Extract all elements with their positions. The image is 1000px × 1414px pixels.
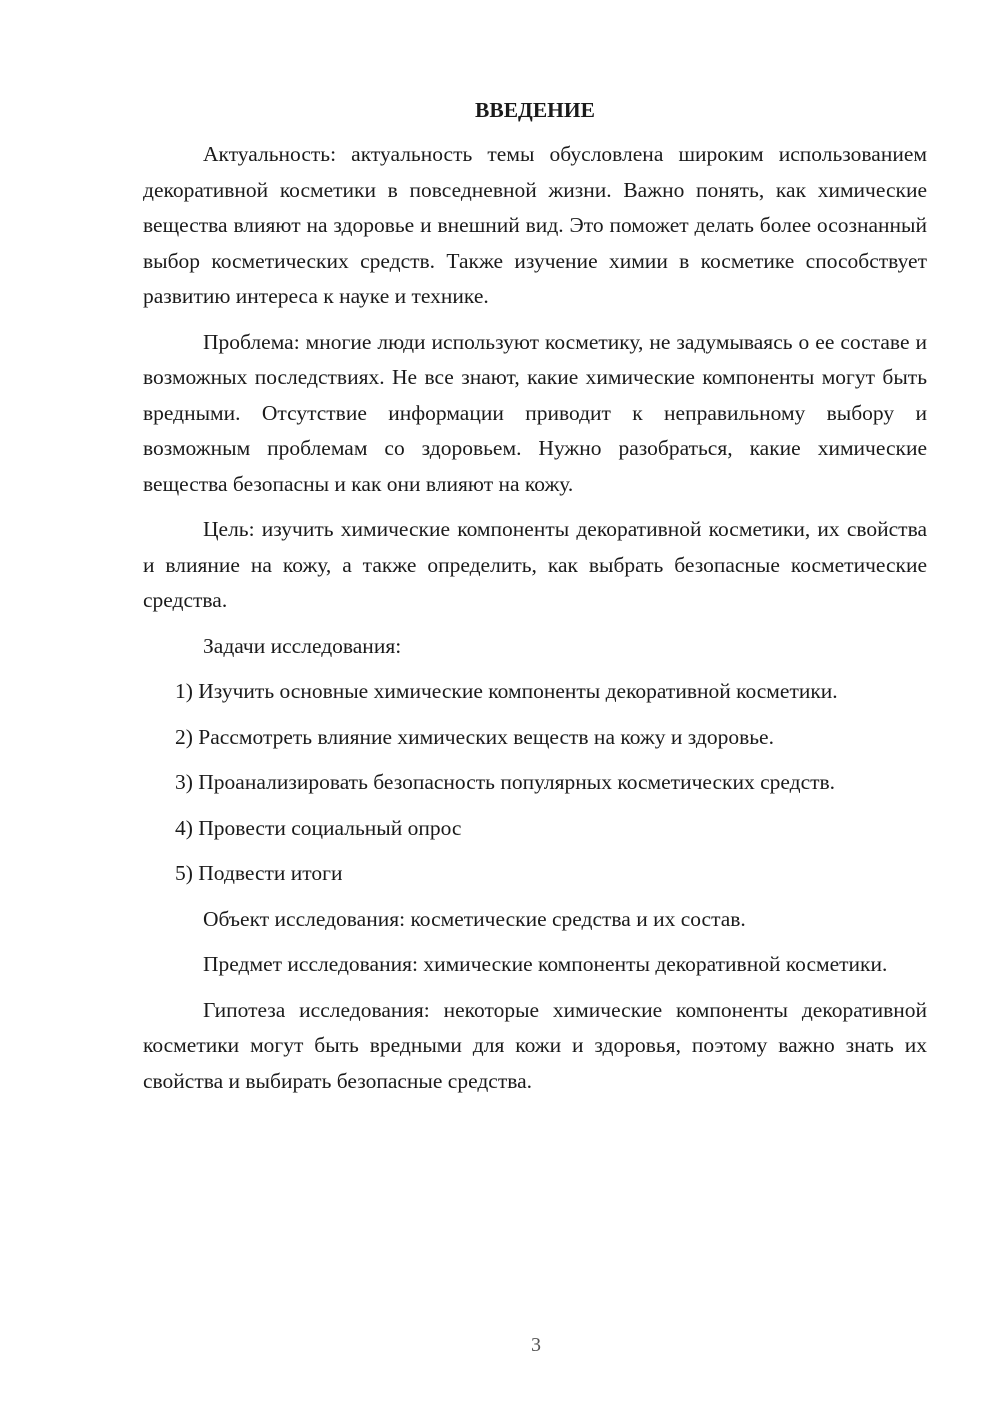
problem-paragraph: Проблема: многие люди используют косметику, не задумываясь о ее составе и возможных последствиях. Не все знают, какие химические компоненты могут быть вредными. Отсутствие информации приводит к неправильному выбору и возможным проблемам со здоровьем. Нужно разобраться, какие химические вещества безопасны и как они влияют на кожу. xyxy=(143,329,927,496)
task-item: 4) Провести социальный опрос xyxy=(175,815,462,840)
goal-paragraph: Цель: изучить химические компоненты декоративной косметики, их свойства и влияние на кожу, а также определить, как выбрать безопасные косметические средства. xyxy=(143,517,927,612)
tasks-heading: Задачи исследования: xyxy=(203,633,402,658)
hypothesis-paragraph: Гипотеза исследования: некоторые химические компоненты декоративной косметики могут быть вредными для кожи и здоровья, поэтому важно знать их свойства и выбирать безопасные средства. xyxy=(143,997,927,1093)
task-item: 5) Подвести итоги xyxy=(175,861,343,885)
page-content xyxy=(143,95,927,1109)
page-number: 3 xyxy=(531,1334,541,1356)
section-title: ВВЕДЕНИЕ xyxy=(475,98,595,122)
task-item: 2) Рассмотреть влияние химических веществ на кожу и здоровье. xyxy=(175,724,774,749)
task-item: 3) Проанализировать безопасность популярных косметических средств. xyxy=(175,770,836,794)
relevance-paragraph: Актуальность: актуальность темы обусловлена широким использованием декоративной косметики в повседневной жизни. Важно понять, как химические вещества влияют на здоровье и внешний вид. Это поможет делать более осознанный выбор косметических средств. Также изучение химии в косметике способствует развитию интереса к науке и технике. xyxy=(143,142,927,308)
object-paragraph: Объект исследования: косметические средства и их состав. xyxy=(203,906,746,931)
task-item: 1) Изучить основные химические компоненты декоративной косметики. xyxy=(175,679,838,703)
subject-paragraph: Предмет исследования: химические компоненты декоративной косметики. xyxy=(203,952,888,976)
